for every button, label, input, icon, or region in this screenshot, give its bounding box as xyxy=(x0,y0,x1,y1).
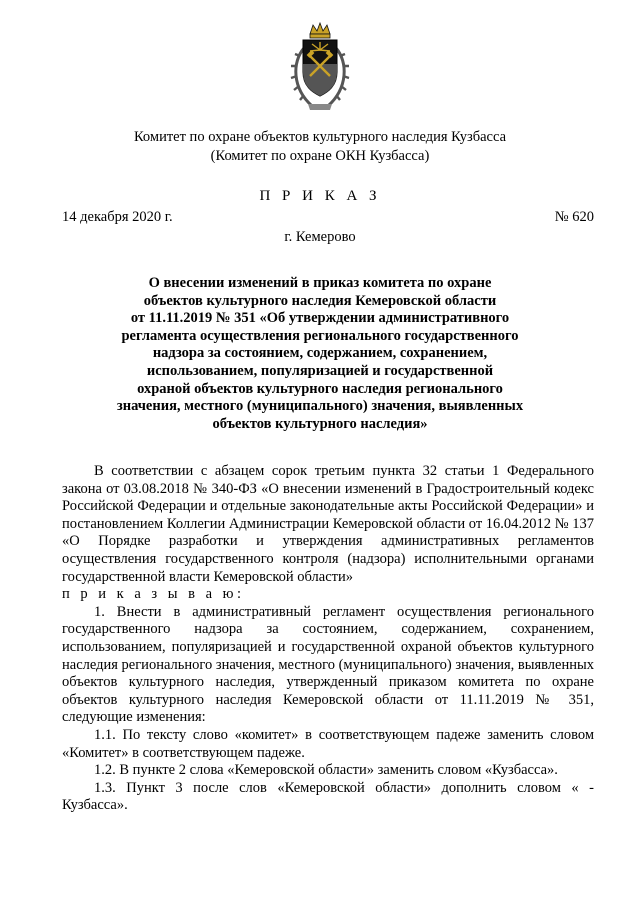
organization-short-name: (Комитет по охране ОКН Кузбасса) xyxy=(210,148,430,164)
heading-line: охраной объектов культурного наследия регионального xyxy=(137,380,503,397)
prikazyvayu-text: п р и к а з ы в а ю: xyxy=(62,586,245,603)
order-title: П Р И К А З xyxy=(259,188,381,204)
item-1-3: 1.3. Пункт 3 после слов «Кемеровской области» дополнить словом « - Кузбасса». xyxy=(62,779,594,814)
order-date: 14 декабря 2020 г. xyxy=(62,209,173,225)
item-1: 1. Внести в административный регламент осуществления регионального государственного надзора за состоянием, содержанием, сохранением, использованием, популяризацией и государственной охраной объектов культурного наследия регионального значения, местного (муниципального) значения, выявленных объектов культурного наследия, утвержденный приказом комитета по охране объектов культурного наследия Кемеровской области от 11.11.2019 № 351, следующие изменения: xyxy=(62,603,594,726)
order-city: г. Кемерово xyxy=(284,229,356,245)
preamble-paragraph: В соответствии с абзацем сорок третьим пункта 32 статьи 1 Федерального закона от 03.08.2018 № 340-ФЗ «О внесении изменений в Градостроительный кодекс Российской Федерации и отдельные законодательные акты Российской Федерации» и постановлением Коллегии Администрации Кемеровской области от 16.04.2012 № 137 «О Порядке разработки и утверждения административных регламентов осуществления государственного контроля (надзора) исполнительными органами государственной власти Кемеровской области» xyxy=(62,463,594,585)
kuzbass-coat-of-arms-icon xyxy=(286,20,354,116)
heading-line: О внесении изменений в приказ комитета по охране xyxy=(148,275,492,291)
heading-line: использованием, популяризацией и государственной xyxy=(146,362,494,379)
prikazyvayu-line xyxy=(62,586,594,604)
heading-line: регламента осуществления регионального государственного xyxy=(121,327,519,344)
heading-line: от 11.11.2019 № 351 «Об утверждении административного xyxy=(130,310,510,327)
organization-name: Комитет по охране объектов культурного наследия Кузбасса xyxy=(133,129,507,145)
order-body xyxy=(62,463,594,815)
item-1-1: 1.1. По тексту слово «комитет» в соответствующем падеже заменить словом «Комитет» в соответствующем падеже. xyxy=(62,726,594,761)
heading-line: объектов культурного наследия Кемеровской области xyxy=(143,292,497,309)
item-1-2: 1.2. В пункте 2 слова «Кемеровской области» заменить словом «Кузбасса». xyxy=(94,762,558,779)
heading-line: значения, местного (муниципального) значения, выявленных xyxy=(116,398,524,415)
heading-line: объектов культурного наследия» xyxy=(212,415,428,432)
heading-line: надзора за состоянием, содержанием, сохранением, xyxy=(152,345,488,362)
order-number: № 620 xyxy=(554,209,594,225)
order-heading xyxy=(90,275,550,433)
